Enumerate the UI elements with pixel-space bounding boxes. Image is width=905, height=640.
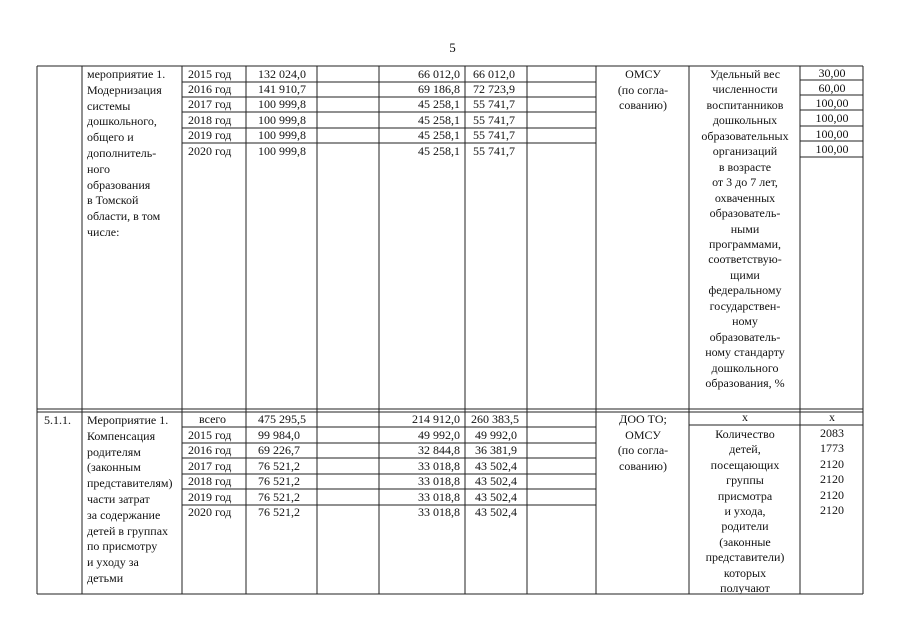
- page-number: 5: [449, 40, 456, 55]
- indicator-value: х: [829, 410, 835, 424]
- table-cell-year: 2016 год: [188, 82, 232, 96]
- indicator-value: 60,00: [818, 81, 846, 95]
- table-cell-year: 2019 год: [188, 128, 232, 142]
- table-cell-year: 2018 год: [188, 474, 232, 488]
- table-cell-total: 141 910,7: [258, 82, 306, 96]
- table-cell-local: 43 502,4: [475, 459, 517, 473]
- table-cell-total: 76 521,2: [258, 490, 300, 504]
- table-cell-total: 76 521,2: [258, 474, 300, 488]
- table-cell-total: 100 999,8: [258, 128, 306, 142]
- table-cell-local: 36 381,9: [475, 443, 517, 457]
- table-cell-regional: 66 012,0: [418, 67, 460, 81]
- indicator-value: 100,00: [815, 142, 849, 156]
- table-cell-year: 2017 год: [188, 459, 232, 473]
- table-cell-year: 2020 год: [188, 505, 232, 519]
- table-cell-local: 55 741,7: [473, 113, 515, 127]
- table-cell-regional: 32 844,8: [418, 443, 460, 457]
- table-cell-local: 260 383,5: [471, 412, 519, 426]
- indicator-value: 100,00: [815, 96, 849, 110]
- table-cell-total: 100 999,8: [258, 113, 306, 127]
- indicator-value: 30,00: [818, 66, 846, 80]
- block2-indicator-top: х: [742, 410, 748, 424]
- table-cell-local: 43 502,4: [475, 474, 517, 488]
- block2-executor: ДОО ТО; ОМСУ (по согла- сованию): [617, 412, 669, 473]
- table-cell-total: 69 226,7: [258, 443, 300, 457]
- table-cell-local: 72 723,9: [473, 82, 515, 96]
- table-cell-local: 66 012,0: [473, 67, 515, 81]
- table-cell-regional: 45 258,1: [418, 144, 460, 158]
- table-cell-total: 76 521,2: [258, 505, 300, 519]
- indicator-value: 2120: [820, 472, 844, 486]
- table-cell-year: 2018 год: [188, 113, 232, 127]
- block2-activity-name: Мероприятие 1. Компенсация родителям (законным представителям) части затрат за содержание детей в группах по присмотру и уходу за детьми: [87, 413, 173, 585]
- block1-indicator: Удельный вес численности воспитанников дошкольных образовательных организаций в возрасте от 3 до 7 лет, охваченных образователь- ными программами, соответствую- щими федеральному государствен- ному образователь- ному стандарту дошкольного образования, %: [701, 67, 789, 391]
- table-cell-year: всего: [199, 412, 227, 426]
- table-cell-year: 2016 год: [188, 443, 232, 457]
- table-cell-total: 99 984,0: [258, 428, 300, 442]
- table-cell-regional: 49 992,0: [418, 428, 460, 442]
- block1-activity-name: мероприятие 1. Модернизация системы дошкольного, общего и дополнитель- ного образования в Томской области, в том числе:: [87, 67, 166, 239]
- table-cell-local: 43 502,4: [475, 490, 517, 504]
- table-cell-total: 475 295,5: [258, 412, 306, 426]
- table-cell-year: 2020 год: [188, 144, 232, 158]
- block2-indicator: Количество детей, посещающих группы присмотра и ухода, родители (законные представители) которых получают: [705, 427, 785, 596]
- table-cell-regional: 33 018,8: [418, 505, 460, 519]
- table-cell-local: 55 741,7: [473, 97, 515, 111]
- table-cell-year: 2017 год: [188, 97, 232, 111]
- table-cell-total: 100 999,8: [258, 97, 306, 111]
- table-cell-regional: 33 018,8: [418, 474, 460, 488]
- table-cell-total: 132 024,0: [258, 67, 306, 81]
- table-cell-regional: 45 258,1: [418, 128, 460, 142]
- indicator-value: 100,00: [815, 127, 849, 141]
- block1-executor: ОМСУ (по согла- сованию): [617, 67, 669, 112]
- indicator-value: 100,00: [815, 111, 849, 125]
- table-cell-regional: 69 186,8: [418, 82, 460, 96]
- table-cell-regional: 33 018,8: [418, 459, 460, 473]
- indicator-value: 2083: [820, 426, 844, 440]
- table-cell-local: 49 992,0: [475, 428, 517, 442]
- indicator-value: 1773: [820, 441, 844, 455]
- table-cell-regional: 45 258,1: [418, 97, 460, 111]
- block2-number: 5.1.1.: [44, 413, 71, 427]
- table-cell-local: 55 741,7: [473, 128, 515, 142]
- table-cell-regional: 214 912,0: [412, 412, 460, 426]
- indicator-value: 2120: [820, 503, 844, 517]
- table-cell-total: 100 999,8: [258, 144, 306, 158]
- table-cell-regional: 45 258,1: [418, 113, 460, 127]
- table-cell-regional: 33 018,8: [418, 490, 460, 504]
- indicator-value: 2120: [820, 457, 844, 471]
- table-cell-local: 55 741,7: [473, 144, 515, 158]
- table-cell-year: 2019 год: [188, 490, 232, 504]
- table-cell-year: 2015 год: [188, 67, 232, 81]
- table-cell-local: 43 502,4: [475, 505, 517, 519]
- table-cell-total: 76 521,2: [258, 459, 300, 473]
- indicator-value: 2120: [820, 488, 844, 502]
- table-cell-year: 2015 год: [188, 428, 232, 442]
